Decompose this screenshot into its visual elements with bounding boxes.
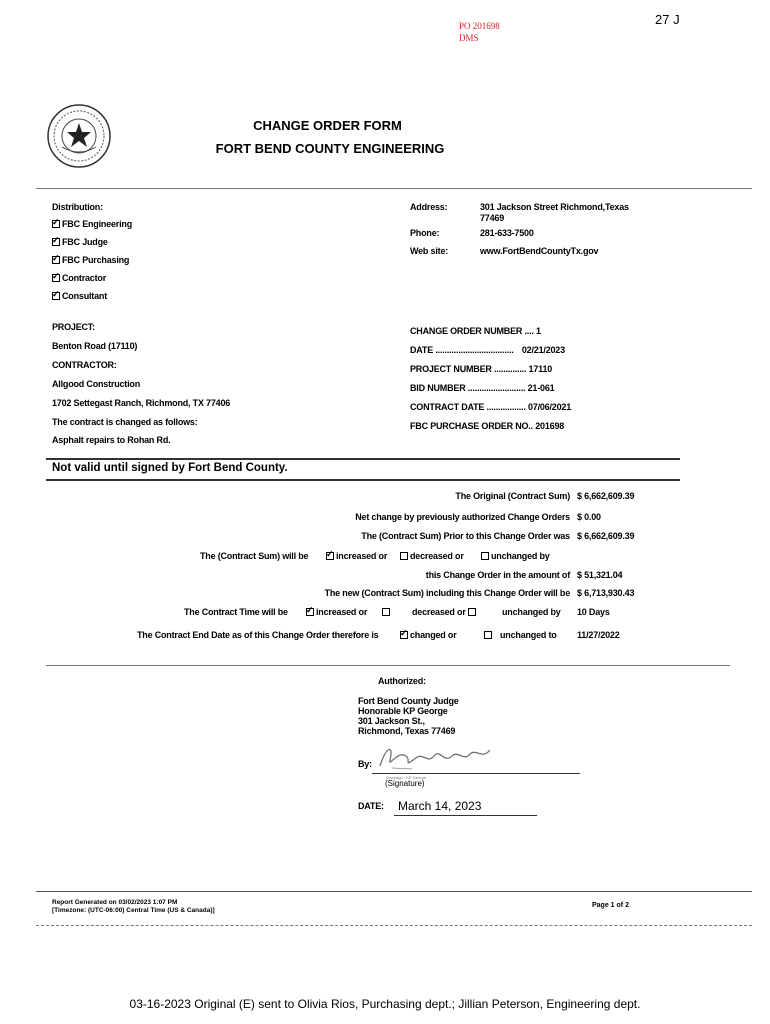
distribution-label: Distribution: — [52, 202, 103, 212]
checkbox-checked-icon[interactable] — [326, 552, 334, 560]
end-date-label: The Contract End Date as of this Change Order therefore is — [137, 630, 379, 640]
county-seal-icon — [46, 103, 112, 169]
end-changed-option[interactable]: ✓ changed or — [400, 630, 457, 640]
checkbox-empty-icon[interactable] — [484, 631, 492, 639]
checkbox-empty-icon[interactable] — [468, 608, 476, 616]
sum-divider — [46, 665, 730, 666]
number-row: FBC PURCHASE ORDER NO.. 201698 — [410, 421, 565, 431]
report-generated-time: Report Generated on 03/02/2023 1:07 PM — [52, 899, 178, 906]
time-value: 10 Days — [577, 607, 610, 617]
contract-changed-label: The contract is changed as follows: — [52, 417, 198, 427]
website-link[interactable]: www.FortBendCountyTx.gov — [480, 246, 599, 256]
checkbox-checked-icon[interactable] — [52, 274, 60, 282]
po-stamp — [459, 20, 500, 44]
time-blank-checkbox[interactable] — [382, 607, 392, 617]
stamp-po: PO 201698 — [459, 21, 500, 31]
signed-date: March 14, 2023 — [398, 799, 482, 813]
authorizer-line: Fort Bend County Judge — [358, 696, 459, 706]
contractor-address: 1702 Settegast Ranch, Richmond, TX 77406 — [52, 398, 231, 408]
date-line — [394, 815, 537, 816]
authorizer-line: Honorable KP George — [358, 706, 448, 716]
checkbox-empty-icon[interactable] — [382, 608, 390, 616]
checkbox-empty-icon[interactable] — [400, 552, 408, 560]
signature-fine-print: Docusign · KP George — [386, 775, 426, 780]
distribution-list — [52, 219, 132, 309]
authorizer-line: Richmond, Texas 77469 — [358, 726, 456, 736]
checkbox-checked-icon[interactable] — [400, 631, 408, 639]
signature-line — [372, 773, 580, 774]
project-label: PROJECT: — [52, 322, 95, 332]
authorizer-block — [358, 696, 459, 736]
checkbox-checked-icon[interactable] — [52, 220, 60, 228]
distribution-item[interactable]: ✓Contractor — [52, 273, 132, 291]
checkbox-empty-icon[interactable] — [481, 552, 489, 560]
distribution-item[interactable]: ✓Consultant — [52, 291, 132, 309]
notice-top-rule — [46, 458, 680, 460]
sum-increased-option[interactable]: ✓ increased or — [326, 551, 387, 561]
checkbox-checked-icon[interactable] — [306, 608, 314, 616]
not-valid-notice: Not valid until signed by Fort Bend County. — [52, 462, 288, 474]
checkbox-checked-icon[interactable] — [52, 238, 60, 246]
notice-bottom-rule — [46, 479, 680, 481]
time-increased-option[interactable]: ✓ increased or — [306, 607, 367, 617]
sum-will-be-label: The (Contract Sum) will be — [200, 551, 309, 561]
header-divider — [36, 188, 752, 189]
project-name: Benton Road (17110) — [52, 341, 138, 351]
address-line1: 301 Jackson Street Richmond,Texas — [480, 202, 629, 212]
number-row: BID NUMBER ......................... 21-061 — [410, 383, 555, 393]
new-sum-label: The new (Contract Sum) including this Change Order will be — [324, 588, 570, 598]
contractor-label: CONTRACTOR: — [52, 360, 117, 370]
checkbox-checked-icon[interactable] — [52, 292, 60, 300]
signature-image — [372, 738, 502, 778]
phone-label: Phone: — [410, 228, 440, 238]
number-row: PROJECT NUMBER .............. 17110 — [410, 364, 553, 374]
contractor-name: Allgood Construction — [52, 379, 140, 389]
phone-value: 281-633-7500 — [480, 228, 534, 238]
change-description: Asphalt repairs to Rohan Rd. — [52, 435, 171, 445]
authorized-label: Authorized: — [378, 676, 426, 686]
distribution-item[interactable]: ✓FBC Engineering — [52, 219, 132, 237]
prior-sum-label: The (Contract Sum) Prior to this Change Order was — [361, 531, 570, 541]
time-unchanged-label: unchanged by — [502, 607, 561, 617]
original-sum-value: $ 6,662,609.39 — [577, 491, 635, 501]
end-date-value: 11/27/2022 — [577, 630, 620, 640]
form-title: CHANGE ORDER FORM — [253, 118, 402, 133]
footer-dashed-rule — [36, 925, 752, 926]
report-timezone: [Timezone: (UTC-06:00) Central Time (US & Canada)] — [52, 907, 215, 914]
net-change-value: $ 0.00 — [577, 512, 601, 522]
contract-time-label: The Contract Time will be — [184, 607, 288, 617]
address-label: Address: — [410, 202, 448, 212]
distribution-item[interactable]: ✓FBC Purchasing — [52, 255, 132, 273]
report-generated — [52, 899, 215, 915]
date-label: DATE: — [358, 801, 384, 811]
signature-caption: (Signature) — [385, 779, 425, 788]
amount-value: $ 51,321.04 — [577, 570, 623, 580]
page-number: Page 1 of 2 — [592, 902, 629, 909]
by-label: By: — [358, 759, 372, 769]
form-subtitle: FORT BEND COUNTY ENGINEERING — [215, 141, 445, 156]
number-row: CHANGE ORDER NUMBER .... 1 — [410, 326, 541, 336]
number-row: CONTRACT DATE ................. 07/06/2021 — [410, 402, 571, 412]
number-row: DATE .................................. 02/21/2023 — [410, 345, 565, 355]
order-numbers — [410, 326, 571, 440]
new-sum-value: $ 6,713,930.43 — [577, 588, 635, 598]
handwritten-note: 03-16-2023 Original (E) sent to Olivia Rios, Purchasing dept.; Jillian Peterson, Engineering dept. — [129, 997, 641, 1011]
address-line2: 77469 — [480, 213, 505, 223]
end-unchanged-option[interactable]: unchanged to — [484, 630, 557, 640]
website-label: Web site: — [410, 246, 449, 256]
original-sum-label: The Original (Contract Sum) — [455, 491, 570, 501]
footer-top-rule — [36, 891, 752, 892]
page-tag: 27 J — [655, 12, 680, 27]
time-decreased-option[interactable]: decreased or — [412, 607, 478, 617]
amount-label: this Change Order in the amount of — [425, 570, 570, 580]
sum-unchanged-option[interactable]: unchanged by — [481, 551, 550, 561]
distribution-item[interactable]: ✓FBC Judge — [52, 237, 132, 255]
checkbox-checked-icon[interactable] — [52, 256, 60, 264]
stamp-dms: DMS — [459, 33, 479, 43]
prior-sum-value: $ 6,662,609.39 — [577, 531, 635, 541]
authorizer-line: 301 Jackson St., — [358, 716, 425, 726]
sum-decreased-option[interactable]: decreased or — [400, 551, 464, 561]
net-change-label: Net change by previously authorized Change Orders — [355, 512, 570, 522]
